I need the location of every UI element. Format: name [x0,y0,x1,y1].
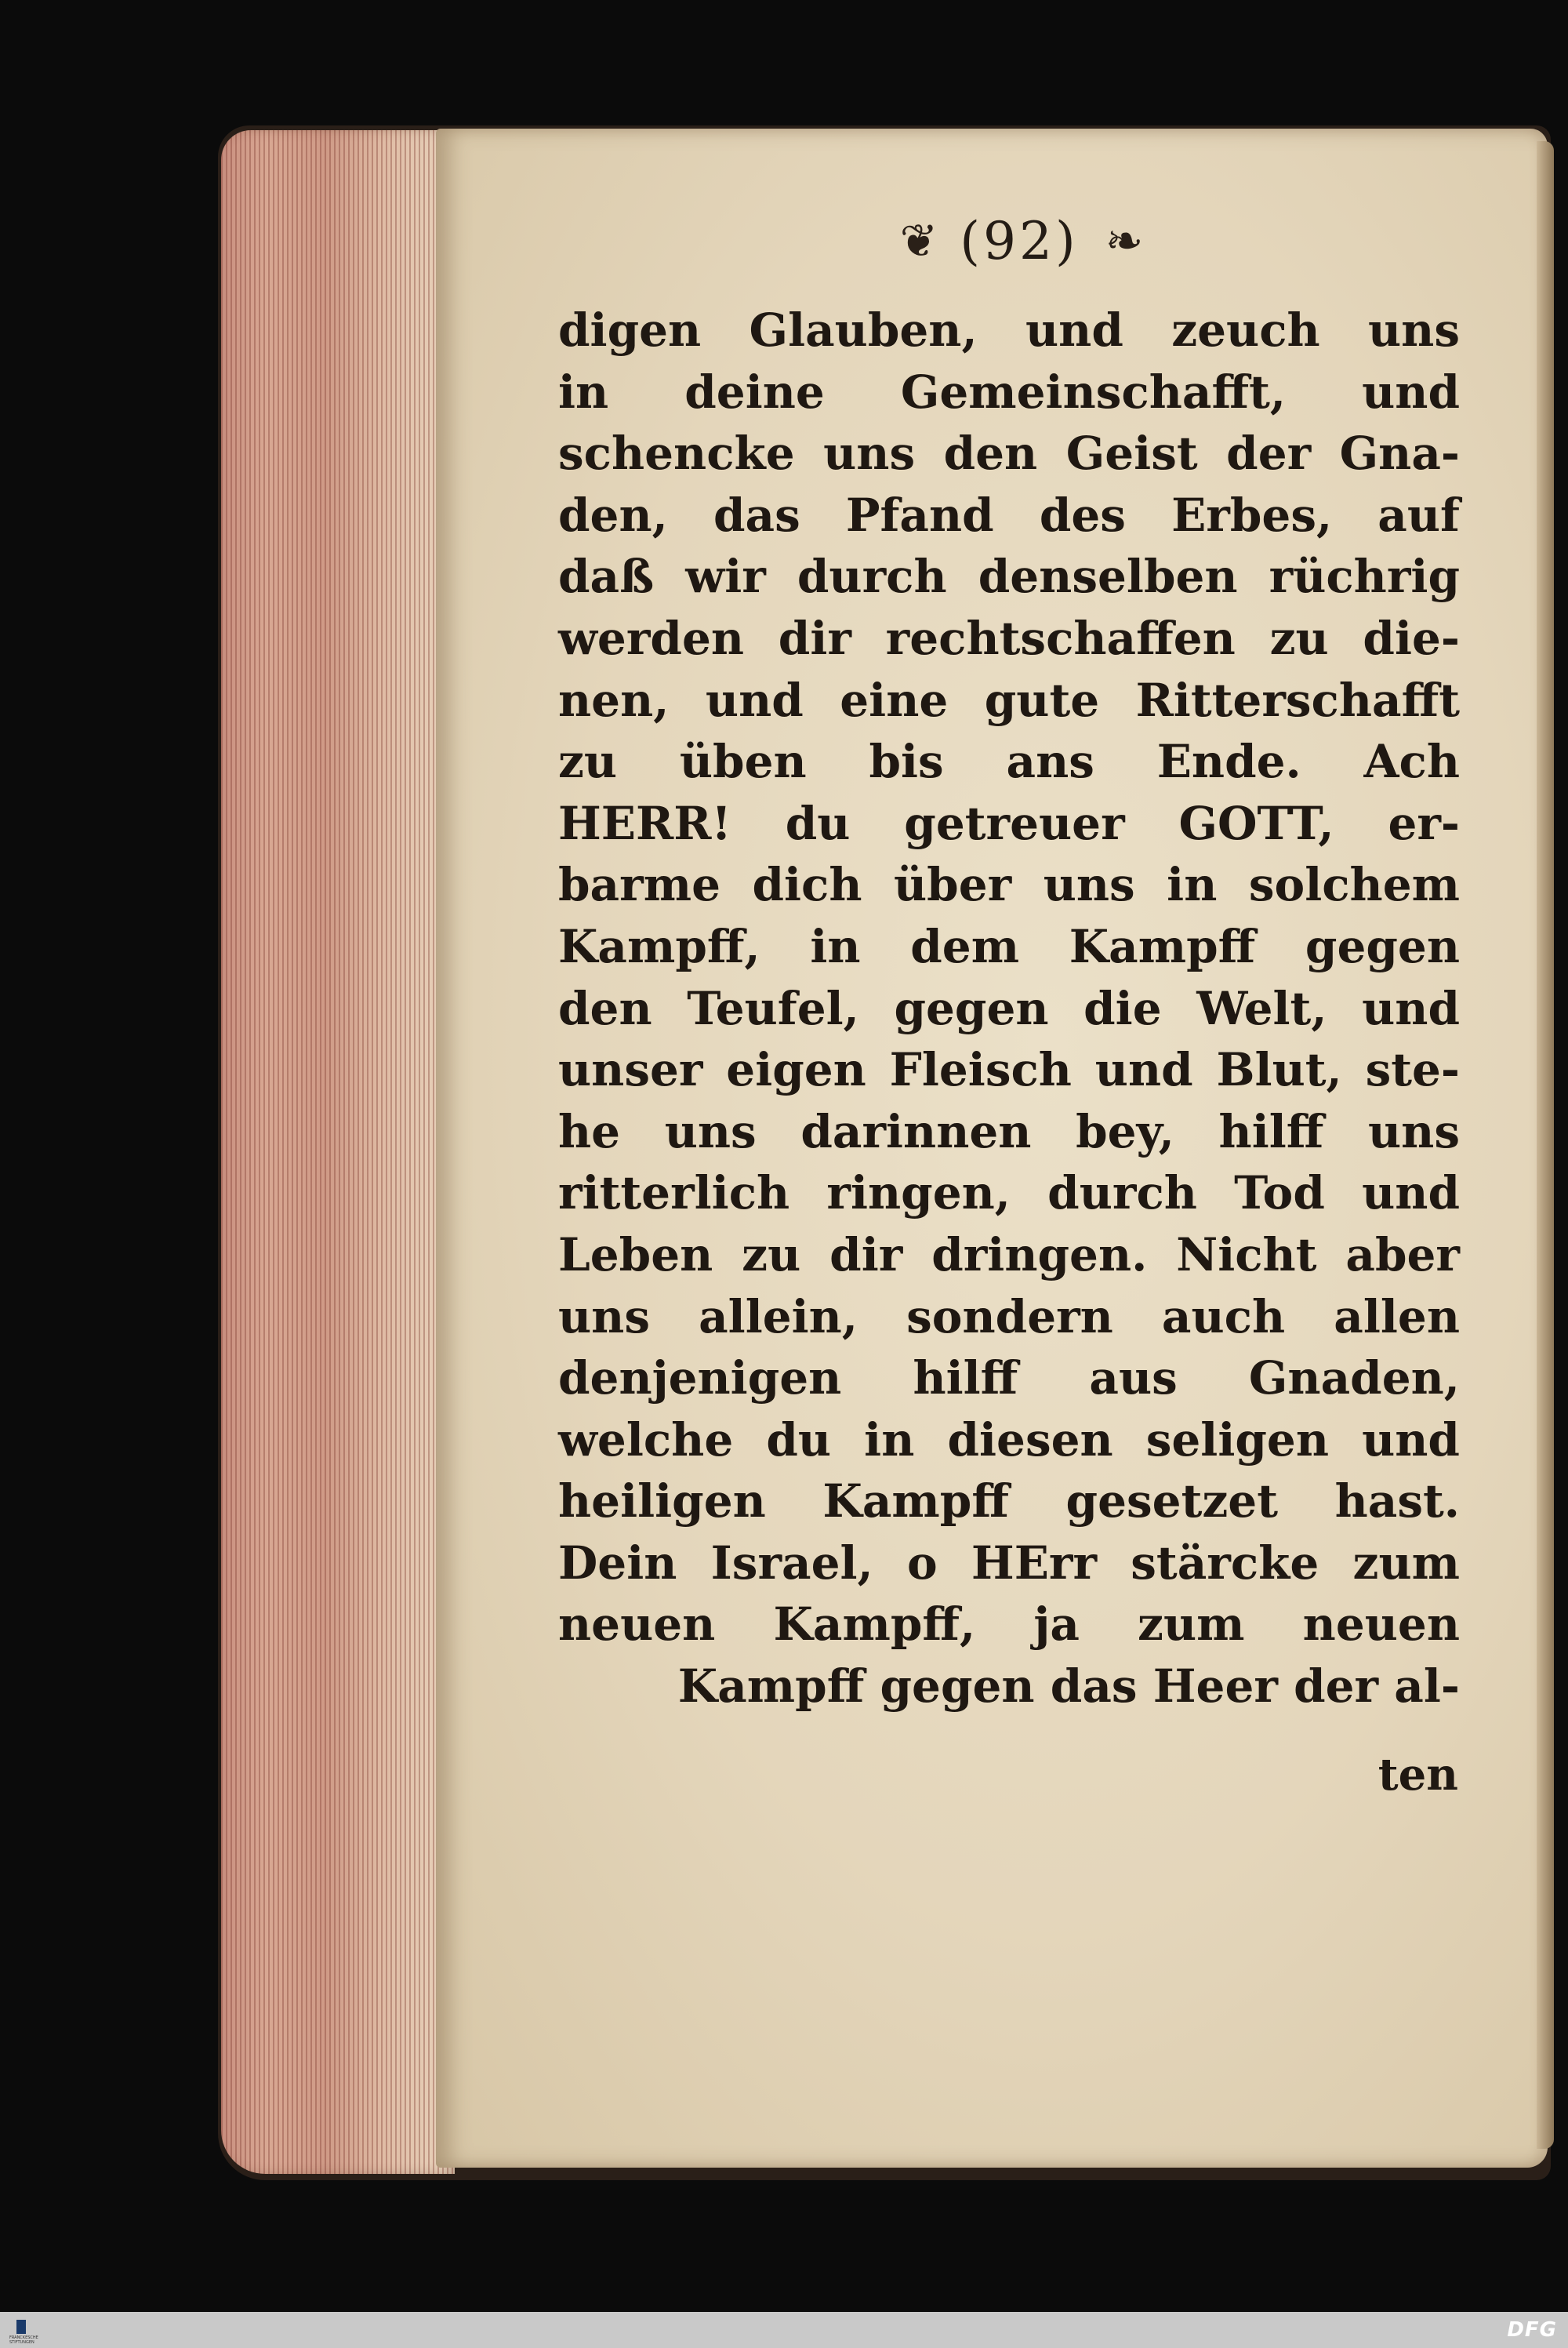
text-line: HERR! du getreuer GOTT, er- [558,796,1460,850]
dfg-logo: DFG [1507,2318,1557,2342]
text-line: schencke uns den Geist der Gna- [558,427,1460,481]
page-number: (92) [960,210,1079,271]
text-line: barme dich über uns in solchem [558,858,1460,912]
fleuron-right-icon: ❧ [1105,214,1139,267]
text-line: Dein Israel, o HErr stärcke zum [558,1536,1460,1590]
text-line: neuen Kampff, ja zum neuen [558,1597,1460,1652]
text-line: den, das Pfand des Erbes, auf [558,488,1460,542]
library-logo-icon [9,2317,38,2345]
library-logo-mark [16,2320,26,2334]
page-right-edge [1537,141,1554,2149]
text-line: Kampff, in dem Kampff gegen [558,919,1460,973]
text-line: in deine Gemeinschafft, und [558,365,1460,419]
text-line: daß wir durch denselben rüchrig [558,550,1460,604]
body-text [558,300,1460,1717]
text-line: heiligen Kampff gesetzet hast. [558,1474,1460,1528]
library-logo-text: FRANCKESCHE STIFTUNGEN [9,2335,38,2345]
text-line: unser eigen Fleisch und Blut, ste- [558,1043,1460,1097]
page-header [784,205,1254,276]
text-line: den Teufel, gegen die Welt, und [558,981,1460,1035]
text-line: denjenigen hilff aus Gnaden, [558,1351,1460,1405]
fleuron-left-icon: ❦ [899,214,934,267]
text-line: uns allein, sondern auch allen [558,1289,1460,1343]
text-line: werden dir rechtschaffen zu die- [558,611,1460,665]
text-line: zu üben bis ans Ende. Ach [558,735,1460,789]
catchword: ten [1377,1749,1458,1801]
text-line: welche du in diesen seligen und [558,1412,1460,1467]
page-edges [221,130,455,2174]
text-line: nen, und eine gute Ritterschafft [558,673,1460,727]
text-line: ritterlich ringen, durch Tod und [558,1166,1460,1220]
text-line: digen Glauben, und zeuch uns [558,303,1460,357]
text-line: he uns darinnen bey, hilff uns [558,1104,1460,1158]
viewer-footer [0,2312,1568,2348]
text-line: Leben zu dir dringen. Nicht aber [558,1227,1460,1281]
text-line: Kampff gegen das Heer der al- [677,1659,1460,1714]
